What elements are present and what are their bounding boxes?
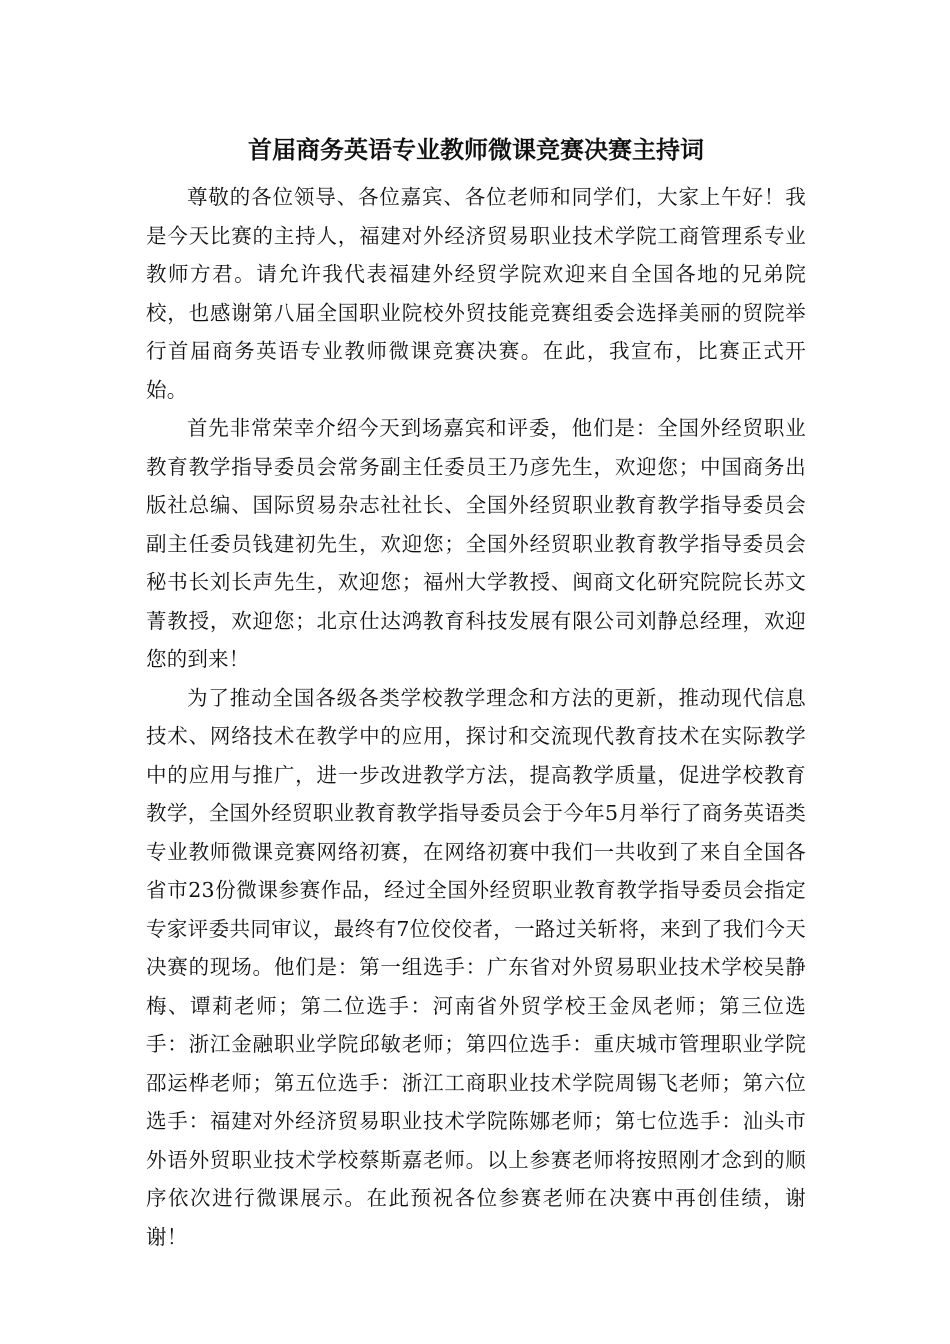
paragraph-guests: 首先非常荣幸介绍今天到场嘉宾和评委，他们是：全国外经贸职业教育教学指导委员会常务副主任委员王乃彦先生，欢迎您；中国商务出版社总编、国际贸易杂志社社长、全国外经贸职业教育教学指导委员会副主任委员钱建初先生，欢迎您；全国外经贸职业教育教学指导委员会秘书长刘长声先生，欢迎您；福州大学教授、闽商文化研究院院长苏文菁教授，欢迎您；北京仕达鸿教育科技发展有限公司刘静总经理，欢迎您的到来！: [146, 416, 806, 671]
paragraph-opening: 尊敬的各位领导、各位嘉宾、各位老师和同学们，大家上午好！我是今天比赛的主持人，福建对外经济贸易职业技术学院工商管理系专业教师方君。请允许我代表福建外经贸学院欢迎来自全国各地的兄弟院校，也感谢第八届全国职业院校外贸技能竞赛组委会选择美丽的贸院举行首届商务英语专业教师微课竞赛决赛。在此，我宣布，比赛正式开始。: [146, 185, 806, 402]
paragraph-contestants: 为了推动全国各级各类学校教学理念和方法的更新，推动现代信息技术、网络技术在教学中的应用，探讨和交流现代教育技术在实际教学中的应用与推广，进一步改进教学方法，提高教学质量，促进学校教育教学，全国外经贸职业教育教学指导委员会于今年5月举行了商务英语类专业教师微课竞赛网络初赛，在网络初赛中我们一共收到了来自全国各省市23份微课参赛作品，经过全国外经贸职业教育教学指导委员会指定专家评委共同审议，最终有7位佼佼者，一路过关斩将，来到了我们今天决赛的现场。他们是：第一组选手：广东省对外贸易职业技术学校吴静梅、谭莉老师；第二位选手：河南省外贸学校王金凤老师；第三位选手：浙江金融职业学院邱敏老师；第四位选手：重庆城市管理职业学院邵运桦老师；第五位选手：浙江工商职业技术学院周锡飞老师；第六位选手：福建对外经济贸易职业技术学院陈娜老师；第七位选手：汕头市外语外贸职业技术学校蔡斯嘉老师。以上参赛老师将按照刚才念到的顺序依次进行微课展示。在此预祝各位参赛老师在决赛中再创佳绩，谢谢！: [146, 685, 806, 1249]
document-page: [146, 128, 806, 1256]
document-title: 首届商务英语专业教师微课竞赛决赛主持词: [248, 136, 704, 164]
